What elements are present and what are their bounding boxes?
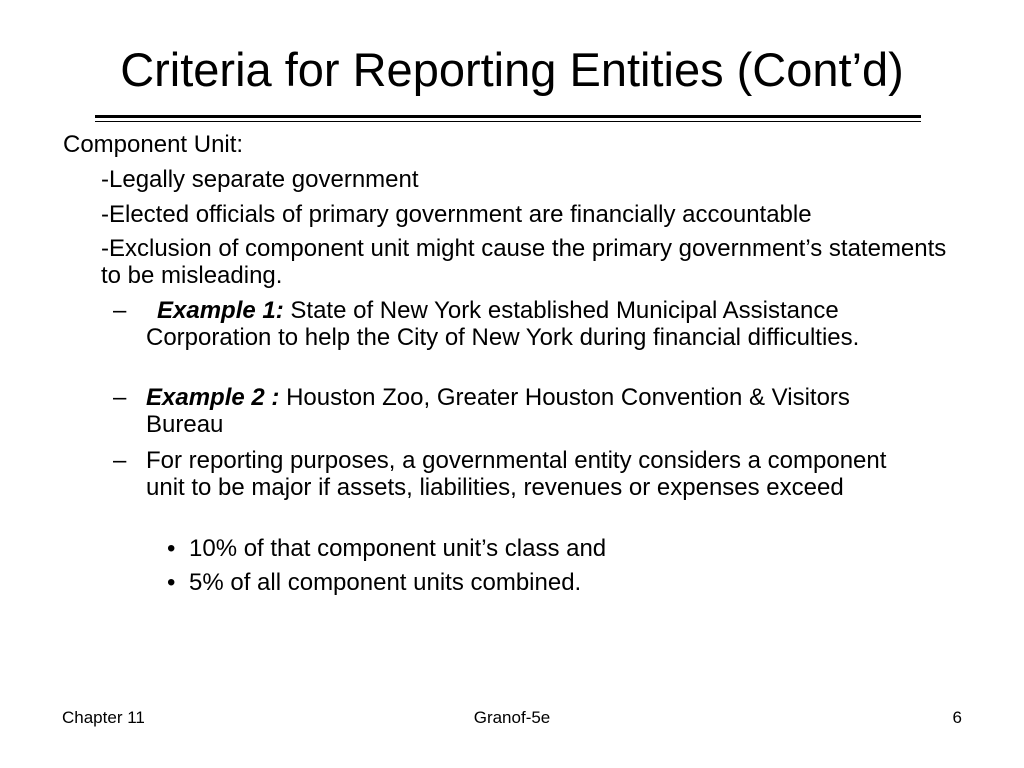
- slide-title: Criteria for Reporting Entities (Cont’d): [120, 43, 904, 96]
- criterion-legally-separate: -Legally separate government: [101, 166, 419, 193]
- threshold-combined: 5% of all component units combined.: [189, 569, 582, 596]
- bullet-marker: •: [167, 569, 176, 596]
- section-heading: Component Unit:: [63, 131, 244, 158]
- title-divider-thick: [95, 115, 921, 118]
- criterion-misleading-exclusion: -Exclusion of component unit might cause the primary government’s statements to be misleading.: [101, 235, 947, 289]
- threshold-class: 10% of that component unit’s class and: [189, 535, 607, 562]
- example-2-text: Houston Zoo, Greater Houston Convention & Visitors Bureau: [146, 384, 850, 438]
- example-2: [146, 384, 906, 438]
- title-divider-thin: [95, 121, 921, 122]
- criterion-financially-accountable: -Elected officials of primary government are financially accountable: [101, 201, 812, 228]
- dash-marker: –: [113, 447, 127, 474]
- bullet-marker: •: [167, 535, 176, 562]
- major-component-unit-rule: For reporting purposes, a governmental entity considers a component unit to be major if assets, liabilities, revenues or expenses exceed: [146, 447, 887, 501]
- footer-source: Granof-5e: [473, 708, 551, 727]
- page-number: 6: [952, 708, 962, 727]
- dash-marker: –: [113, 297, 127, 324]
- example-1: [146, 297, 906, 351]
- example-1-text: State of New York established Municipal Assistance Corporation to help the City of New York during financial difficulties.: [146, 297, 860, 351]
- footer-chapter: Chapter 11: [62, 708, 145, 727]
- example-1-label: Example 1:: [157, 297, 284, 324]
- dash-marker: –: [113, 384, 127, 411]
- example-2-label: Example 2 :: [146, 384, 280, 411]
